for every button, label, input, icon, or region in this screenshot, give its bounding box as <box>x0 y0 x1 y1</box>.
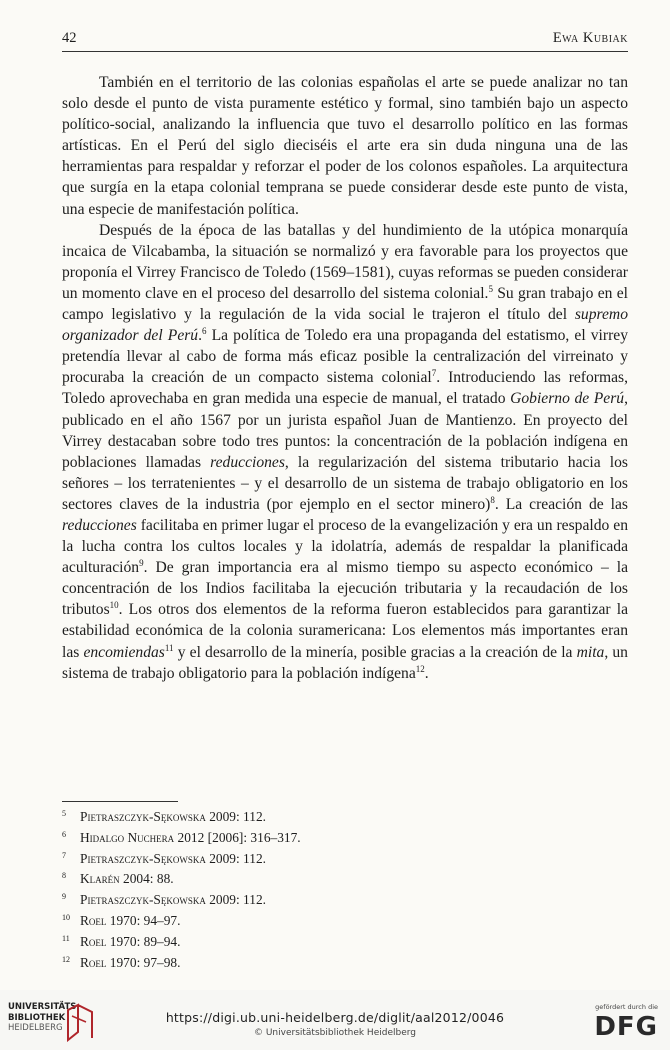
footnote: $^8$ Klarén 2004: 88. <box>62 871 174 887</box>
footnote: $^9$ Pietraszczyk-Sękowska 2009: 112. <box>62 892 266 908</box>
footnote: $^7$ Pietraszczyk-Sękowska 2009: 112. <box>62 850 266 866</box>
footnote-ref-6[interactable]: 6 <box>202 326 207 337</box>
paragraph-2: Después de la época de las batallas y del hundimiento de la utópica monarquía incaica de Vilcabamba, la situación se normalizó y era favorable para los proyectos que proponía el Virrey Francisco de Toledo (1569–1581), cuyas reformas se pueden considerar un momento clave en el proceso del desarrollo del sistema colonial.$^5$ Su gran trabajo en el campo legislativo y la regulación de la vida social le trajeron el título del supremo organizador del Perú.$^6$ La política de Toledo era una propaganda del estatismo, el virrey pretendía llevar al cabo de forma más eficaz posible la centralización del virreinato y procuraba la creación de un compacto sistema colonial$^7$. Introduciendo las reformas, Toledo aprovechaba en gran medida una especie de manual, el tratado Gobierno de Perú, publicado en el año 1567 por un jurista español Juan de Mantienzo. En proyecto del Virrey destacaban sobre todo tres puntos: la concentración de la población indígena en poblaciones llamadas reducciones, la regularización del sistema tributario hacia los señores – los terratenientes – y el desarrollo de un sistema de trabajo obligatorio en los sectores claves de la industria (por ejemplo en el sector minero)$^8$. La creación de las reducciones facilitaba en primer lugar el proceso de la evangelización y era un respaldo en la lucha contra los cultos locales y la idolatría, además de respaldar la planificada aculturación$^9$. De gran importancia era al mismo tiempo su aspecto económico – la concentración de los Indios facilitaba la ejecución tributaria y la recaudación de los tributos$^{10}$. Los otros dos elementos de la reforma fueron establecidos para garantizar la estabilidad económica de la colonia suramericana: Los elementos más importantes eran las encomiendas$^{11}$ y el desarrollo de la minería, posible gracias a la creación de la mita, un sistema de trabajo obligatorio para la población indígena$^{12}$. <box>62 221 629 682</box>
footnote-ref-7[interactable]: 7 <box>431 368 437 379</box>
header-rule <box>62 51 628 52</box>
footnote: $^{11}$ Roel 1970: 89–94. <box>62 933 181 949</box>
library-name: UNIVERSITÄTS- BIBLIOTHEK HEIDELBERG <box>8 1002 80 1033</box>
footnote-ref-8[interactable]: 8 <box>490 494 495 505</box>
footnote-ref-5[interactable]: 5 <box>488 283 493 294</box>
footnote: $^{10}$ Roel 1970: 94–97. <box>62 912 181 928</box>
footnotes <box>62 805 622 971</box>
dfg-logo: DFG <box>594 1012 658 1042</box>
footnote: $^5$ Pietraszczyk-Sękowska 2009: 112. <box>62 809 266 824</box>
paragraph-1: También en el territorio de las colonias españolas el arte se puede analizar no tan solo desde el punto de vista puramente estético y formal, sino también bajo un aspecto político-social, analizando la influencia que tuvo el desarrollo político en las formas artísticas. En el Perú del siglo dieciséis el arte era sin duda ninguna una de las herramientas para respaldar y reforzar el poder de los colonos españoles. La arquitectura que surgía en la etapa colonial temprana se puede considerar desde este punto de vista, una especie de manifestación política. <box>62 74 628 218</box>
footnote: $^6$ Hidalgo Nuchera 2012 [2006]: 316–317. <box>62 829 301 845</box>
footnote-ref-11[interactable]: 11 <box>164 642 174 653</box>
footnote: $^{12}$ Roel 1970: 97–98. <box>62 954 181 970</box>
footnote-ref-10[interactable]: 10 <box>109 600 119 611</box>
body-text <box>62 72 628 684</box>
footnote-ref-12[interactable]: 12 <box>415 663 425 674</box>
footnote-ref-9[interactable]: 9 <box>139 558 144 569</box>
funding-note: gefördert durch die <box>595 1003 658 1011</box>
running-head-author: Ewa Kubiak <box>552 30 628 46</box>
running-head <box>62 30 628 52</box>
digitization-footer <box>0 990 670 1050</box>
permalink-url[interactable]: https://digi.ub.uni-heidelberg.de/diglit/aal2012/0046 <box>165 1010 505 1025</box>
footnote-rule <box>62 801 178 802</box>
copyright: © Universitätsbibliothek Heidelberg <box>253 1028 416 1038</box>
page-number: 42 <box>62 30 77 46</box>
